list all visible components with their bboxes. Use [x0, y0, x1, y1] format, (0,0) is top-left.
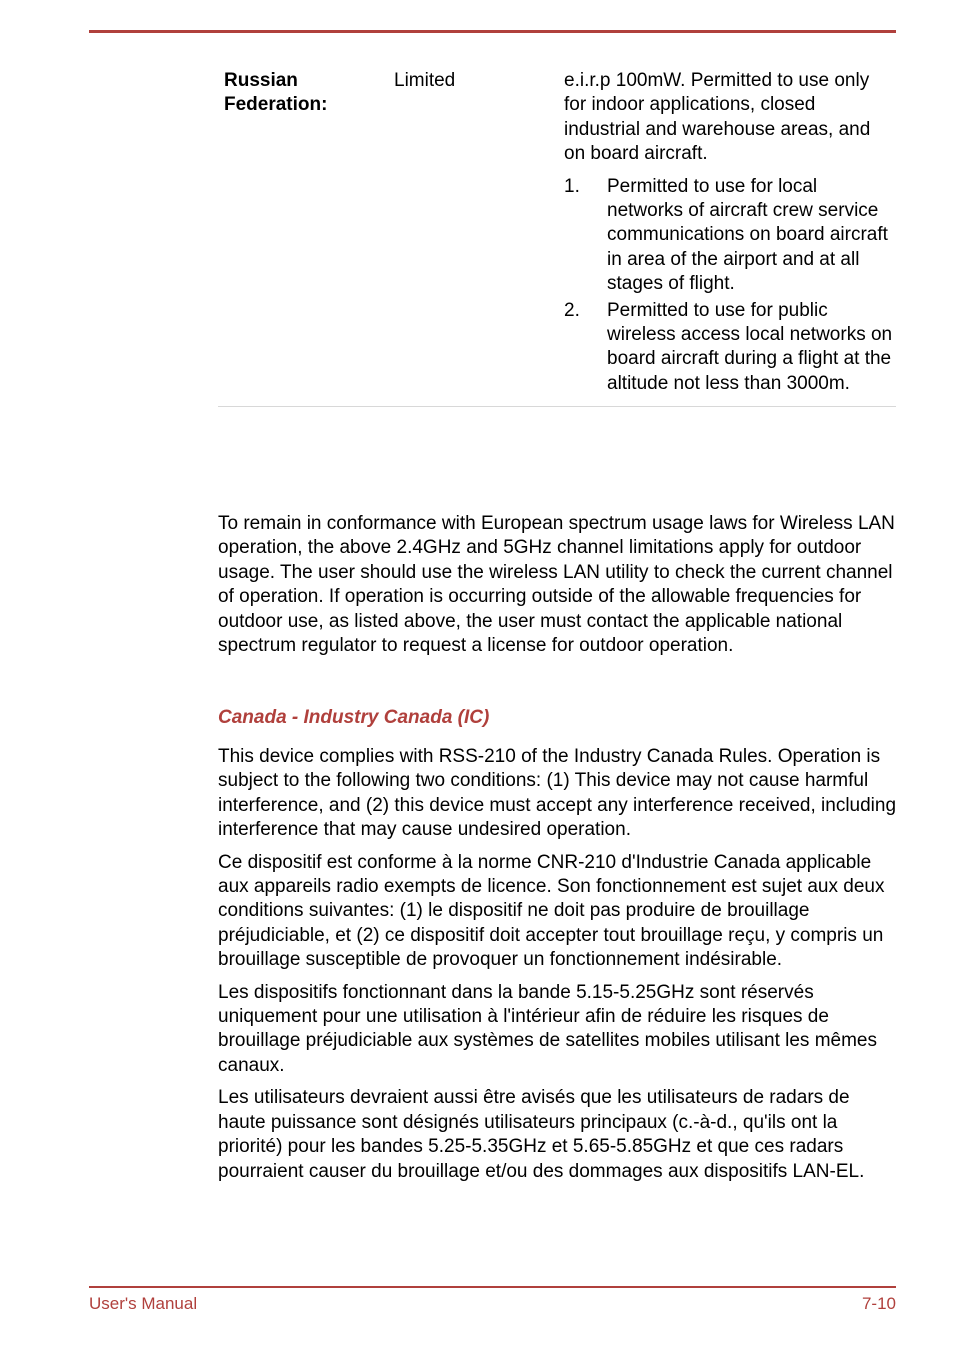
- footer-page-number: 7-10: [861, 1294, 896, 1313]
- regulatory-table: [218, 69, 896, 407]
- footer-manual-title: User's Manual: [89, 1294, 198, 1313]
- table-row: [218, 69, 896, 407]
- canada-paragraph-2: Ce dispositif est conforme à la norme CNR-210 d'Industrie Canada applicable aux appareils radio exempts de licence. Son fonctionnement est sujet aux deux conditions suivantes: (1) le dispositif ne doit pas produire de brouillage préjudiciable, et (2) ce dispositif doit accepter tout brouillage reçu, y compris un brouillage susceptible de provoquer un fonctionnement indésirable.: [218, 851, 885, 971]
- header-rule: [89, 30, 896, 33]
- footer-rule: [89, 1286, 896, 1288]
- status-cell: Limited: [394, 70, 456, 91]
- canada-section: [218, 706, 898, 1192]
- country-cell: [218, 69, 388, 398]
- notes-list: [564, 175, 896, 397]
- conformance-section: [218, 512, 898, 666]
- country-name-line2: Federation:: [224, 94, 328, 116]
- notes-cell: [558, 69, 896, 398]
- section-heading: Canada - Industry Canada (IC): [218, 707, 490, 728]
- list-item-number: 1.: [564, 175, 580, 197]
- list-item: [564, 299, 896, 397]
- list-item-text: Permitted to use for public wireless access local networks on board aircraft during a flight at the altitude not less than 3000m.: [607, 299, 893, 394]
- canada-paragraph-4: Les utilisateurs devraient aussi être avisés que les utilisateurs de radars de haute puissance sont désignés utilisateurs principaux (c.-à-d., qu'ils ont la priorité) pour les bandes 5.25-5.35GHz et 5.65-5.85GHz et que ces radars pourraient causer du brouillage et/ou des dommages aux dispositifs LAN-EL.: [218, 1087, 865, 1182]
- conformance-paragraph: To remain in conformance with European spectrum usage laws for Wireless LAN operation, the above 2.4GHz and 5GHz channel limitations apply for outdoor usage. The user should use the wireless LAN utility to check the current channel of operation. If operation is occurring outside of the allowable frequencies for outdoor use, as listed above, the user must contact the applicable national spectrum regulator to request a license for outdoor operation.: [218, 513, 895, 657]
- notes-intro: e.i.r.p 100mW. Permitted to use only for indoor applications, closed industrial and warehouse areas, and on board aircraft.: [564, 70, 871, 165]
- canada-paragraph-3: Les dispositifs fonctionnant dans la bande 5.15-5.25GHz sont réservés uniquement pour une utilisation à l'intérieur afin de réduire les risques de brouillage préjudiciable aux systèmes de satellites mobiles utilisant les mêmes canaux.: [218, 981, 877, 1076]
- list-item: [564, 175, 896, 297]
- country-name-line1: Russian: [224, 70, 298, 91]
- list-item-number: 2.: [564, 299, 580, 321]
- canada-paragraph-1: This device complies with RSS-210 of the Industry Canada Rules. Operation is subject to the following two conditions: (1) This device may not cause harmful interference, and (2) this device must accept any interference received, including interference that may cause undesired operation.: [218, 746, 897, 841]
- list-item-text: Permitted to use for local networks of aircraft crew service communications on board aircraft in area of the airport and at all stages of flight.: [607, 175, 888, 295]
